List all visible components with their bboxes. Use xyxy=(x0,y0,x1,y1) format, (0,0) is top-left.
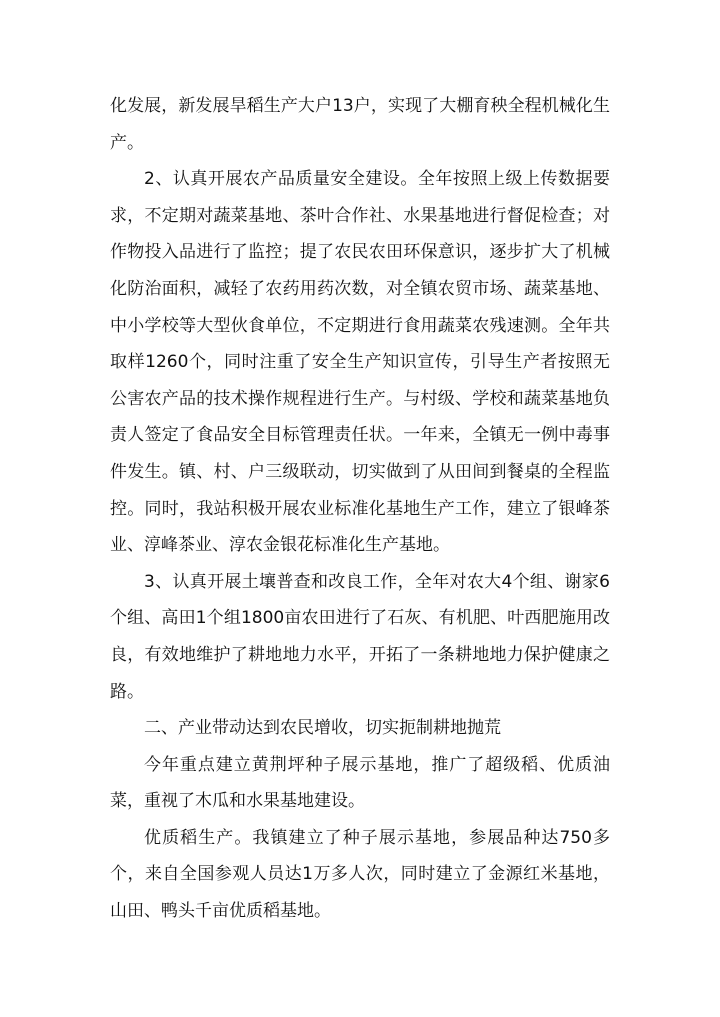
paragraph-1: 化发展，新发展旱稻生产大户13户，实现了大棚育秧全程机械化生产。 xyxy=(110,96,610,153)
paragraph-5: 优质稻生产。我镇建立了种子展示基地，参展品种达750多个，来自全国参观人员达1万多人次，同时建立了金源红米基地，山田、鸭头千亩优质稻基地。 xyxy=(110,827,610,922)
document-body xyxy=(110,88,610,930)
paragraph-2: 2、认真开展农产品质量安全建设。全年按照上级上传数据要求，不定期对蔬菜基地、茶叶合作社、水果基地进行督促检查；对作物投入品进行了监控；提了农民农田环保意识，逐步扩大了机械化防治面积，减轻了农药用药次数，对全镇农贸市场、蔬菜基地、中小学校等大型伙食单位，不定期进行食用蔬菜农残速测。全年共取样1260个，同时注重了安全生产知识宣传，引导生产者按照无公害农产品的技术操作规程进行生产。与村级、学校和蔬菜基地负责人签定了食品安全目标管理责任状。一年来，全镇无一例中毒事件发生。镇、村、户三级联动，切实做到了从田间到餐桌的全程监控。同时，我站积极开展农业标准化基地生产工作，建立了银峰茶业、淳峰茶业、淳农金银花标准化生产基地。 xyxy=(110,169,610,556)
paragraph-4: 今年重点建立黄荆坪种子展示基地，推广了超级稻、优质油菜，重视了木瓜和水果基地建设。 xyxy=(110,754,610,812)
section-heading: 二、产业带动达到农民增收，切实扼制耕地抛荒 xyxy=(144,718,501,739)
paragraph-3: 3、认真开展土壤普查和改良工作，全年对农大4个组、谢家6个组、高田1个组1800亩农田进行了石灰、有机肥、叶西肥施用改良，有效地维护了耕地地力水平，开拓了一条耕地地力保护健康之路。 xyxy=(110,571,610,702)
